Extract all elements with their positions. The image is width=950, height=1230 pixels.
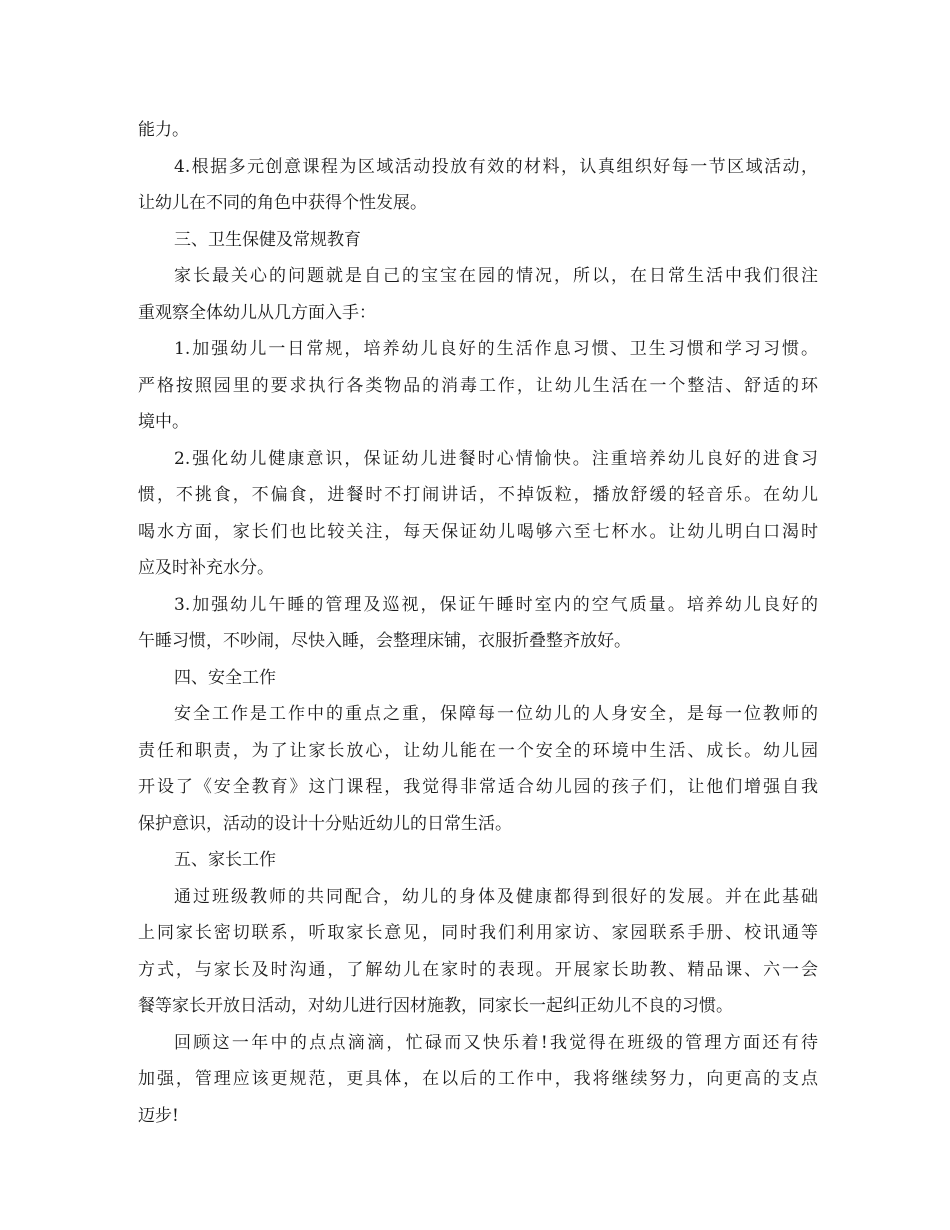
text-line: 方式，与家长及时沟通，了解幼儿在家时的表现。开展家长助教、精品课、六一会: [138, 959, 818, 980]
document-body: [138, 112, 818, 1134]
text-line: 3.加强幼儿午睡的管理及巡视，保证午睡时室内的空气质量。培养幼儿良好的: [174, 594, 818, 615]
text-line: 三、卫生保健及常规教育: [174, 229, 361, 250]
text-line: 回顾这一年中的点点滴滴，忙碌而又快乐着!我觉得在班级的管理方面还有待: [174, 1032, 818, 1053]
text-line: 让幼儿在不同的角色中获得个性发展。: [138, 193, 427, 213]
text-line: 保护意识，活动的设计十分贴近幼儿的日常生活。: [138, 813, 512, 834]
text-line: 4.根据多元创意课程为区域活动投放有效的材料，认真组织好每一节区域活动，: [174, 156, 818, 177]
text-line: 能力。: [138, 120, 189, 140]
text-line: 家长最关心的问题就是自己的宝宝在园的情况，所以，在日常生活中我们很注: [174, 266, 818, 286]
text-line: 上同家长密切联系，听取家长意见，同时我们利用家访、家园联系手册、校讯通等: [138, 923, 818, 943]
text-line: 惯，不挑食，不偏食，进餐时不打闹讲话，不掉饭粒，播放舒缓的轻音乐。在幼儿: [138, 485, 818, 505]
text-line: 午睡习惯，不吵闹，尽快入睡，会整理床铺，衣服折叠整齐放好。: [138, 631, 631, 651]
text-line: 加强，管理应该更规范，更具体，在以后的工作中，我将继续努力，向更高的支点: [138, 1069, 818, 1089]
text-line: 1.加强幼儿一日常规，培养幼儿良好的生活作息习惯、卫生习惯和学习习惯。: [174, 339, 818, 359]
text-line: 四、安全工作: [174, 667, 276, 688]
text-line: 境中。: [138, 412, 189, 432]
text-line: 重观察全体幼儿从几方面入手：: [138, 302, 376, 323]
text-line: 严格按照园里的要求执行各类物品的消毒工作，让幼儿生活在一个整洁、舒适的环: [138, 375, 818, 396]
text-line: 应及时补充水分。: [138, 558, 274, 578]
text-line: 五、家长工作: [174, 850, 276, 870]
text-line: 安全工作是工作中的重点之重，保障每一位幼儿的人身安全，是每一位教师的: [174, 704, 818, 724]
text-line: 2.强化幼儿健康意识，保证幼儿进餐时心情愉快。注重培养幼儿良好的进食习: [174, 448, 818, 469]
text-line: 迈步!: [138, 1105, 179, 1126]
text-line: 开设了《安全教育》这门课程，我觉得非常适合幼儿园的孩子们，让他们增强自我: [138, 777, 818, 797]
text-line: 通过班级教师的共同配合，幼儿的身体及健康都得到很好的发展。并在此基础: [174, 886, 818, 907]
text-line: 责任和职责，为了让家长放心，让幼儿能在一个安全的环境中生活、成长。幼儿园: [138, 740, 818, 761]
text-line: 喝水方面，家长们也比较关注，每天保证幼儿喝够六至七杯水。让幼儿明白口渴时: [138, 521, 818, 542]
text-line: 餐等家长开放日活动，对幼儿进行因材施教，同家长一起纠正幼儿不良的习惯。: [138, 996, 733, 1016]
